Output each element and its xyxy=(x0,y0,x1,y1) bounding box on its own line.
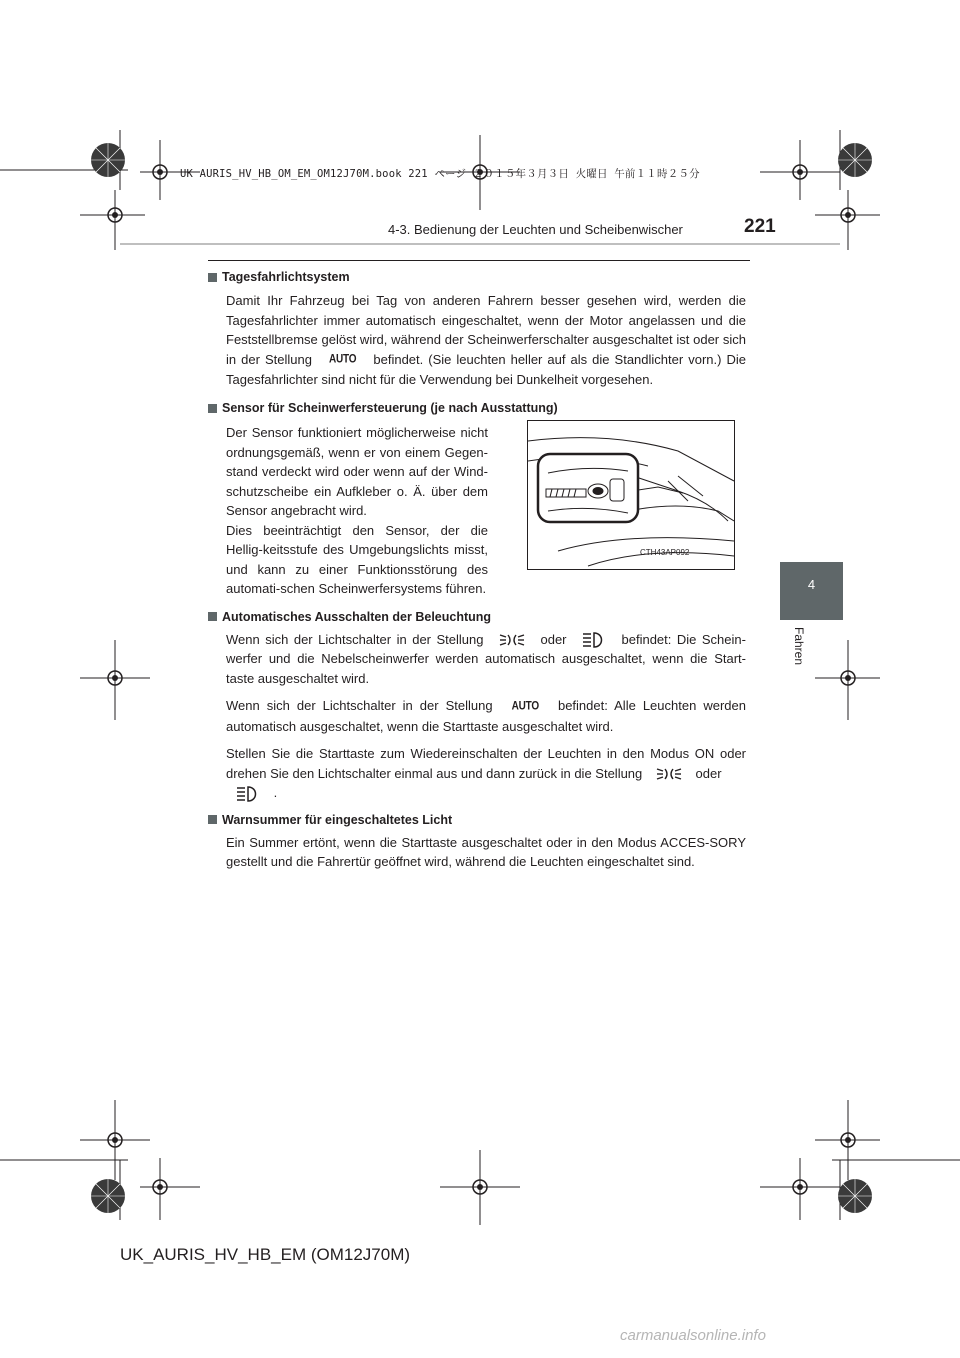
headlight-icon xyxy=(236,785,260,803)
header-section-title: 4-3. Bedienung der Leuchten und Scheibenwischer xyxy=(388,222,683,237)
section-title: Sensor für Scheinwerfersteuerung (je nach Ausstattung) xyxy=(222,401,558,416)
paragraph-text: Stellen Sie die Starttaste zum Wiedereinschalten der Leuchten in den Modus ON oder drehen Sie den Lichtschalter einmal aus und dann zurück in die Stellung xyxy=(226,746,746,781)
auto-icon: AUTO xyxy=(511,700,539,714)
paragraph: Dies beeinträchtigt den Sensor, der die Hellig-keitsstufe des Umgebungslichts misst, und kann zu einer Funktionsstörung des automati-schen Scheinwerfersystems führen. xyxy=(226,522,488,597)
paragraph xyxy=(226,696,746,736)
section-auto-light-off xyxy=(208,608,746,803)
paragraph xyxy=(226,630,746,689)
paragraph-text: oder xyxy=(540,631,567,647)
sensor-illustration xyxy=(527,420,735,570)
paragraph-text: befindet. (Sie leuchten heller auf als die Standlichter vorn.) Die Tagesfahrlichter sind nicht für die Verwendung bei Dunkelheit vorgesehen. xyxy=(226,351,746,387)
section-title: Warnsummer für eingeschaltetes Licht xyxy=(222,812,453,827)
bullet-square-icon xyxy=(208,612,217,621)
paragraph xyxy=(226,291,746,389)
page-number: 221 xyxy=(744,216,776,237)
paragraph-text: Wenn sich der Lichtschalter in der Stellung xyxy=(226,631,484,647)
footer-document-code: UK_AURIS_HV_HB_EM (OM12J70M) xyxy=(120,1245,411,1264)
figure-code: CTH43AP092 xyxy=(640,548,690,557)
paragraph-text: oder xyxy=(695,765,722,781)
content-top-rule xyxy=(208,260,750,261)
bullet-square-icon xyxy=(208,404,217,413)
paragraph xyxy=(226,744,746,803)
paragraph: Ein Summer ertönt, wenn die Starttaste ausgeschaltet oder in den Modus ACCES-SORY gestellt und die Fahrertür geöffnet wird, während die Leuchten eingeschaltet sind. xyxy=(226,834,746,870)
chapter-tab-label: Fahren xyxy=(792,627,806,666)
bullet-square-icon xyxy=(208,273,217,282)
paragraph-text: befindet: Alle Leuchten werden automatisch ausgeschaltet, wenn die Starttaste ausgeschaltet wird. xyxy=(226,698,746,734)
header-rule xyxy=(120,243,840,245)
tail-light-icon xyxy=(499,632,525,648)
paragraph-text: befindet: Die Schein-werfer und die Nebelscheinwerfer werden automatisch ausgeschaltet, wenn die Start-taste ausgeschaltet wird. xyxy=(226,631,746,686)
watermark: carmanualsonline.info xyxy=(620,1327,766,1344)
section-light-reminder-buzzer xyxy=(208,811,746,872)
book-info-line: UK AURIS_HV_HB_OM_EM_OM12J70M.book 221 ページ ２０１５年３月３日 火曜日 午前１１時２５分 xyxy=(180,168,700,180)
section-title: Automatisches Ausschalten der Beleuchtung xyxy=(222,609,492,624)
auto-icon: AUTO xyxy=(328,353,357,367)
paragraph-text: Damit Ihr Fahrzeug bei Tag von anderen Fahrern besser gesehen wird, werden die Tagesfahrlichter immer automatisch eingeschaltet, wenn der Motor angelassen und die Feststellbremse gelöst wird, während der Scheinwerferschalter ausgeschaltet ist oder sich in der Stellung xyxy=(226,293,746,367)
chapter-tab-number: 4 xyxy=(807,577,816,592)
paragraph-text: Wenn sich der Lichtschalter in der Stellung xyxy=(226,698,493,714)
windshield-sensor-drawing xyxy=(528,421,734,569)
paragraph: Der Sensor funktioniert möglicherweise nicht ordnungsgemäß, wenn er von einem Gegen-stand verdeckt wird oder wenn auf der Wind-schutzscheibe ein Aufkleber o. Ä. über dem Sensor angebracht wird. xyxy=(226,425,488,519)
headlight-icon xyxy=(582,631,606,649)
section-title: Tagesfahrlichtsystem xyxy=(222,270,350,284)
section-daytime-running-lights xyxy=(208,268,746,389)
paragraph-text: . xyxy=(273,785,278,801)
tail-light-icon xyxy=(656,766,682,782)
bullet-square-icon xyxy=(208,815,217,824)
